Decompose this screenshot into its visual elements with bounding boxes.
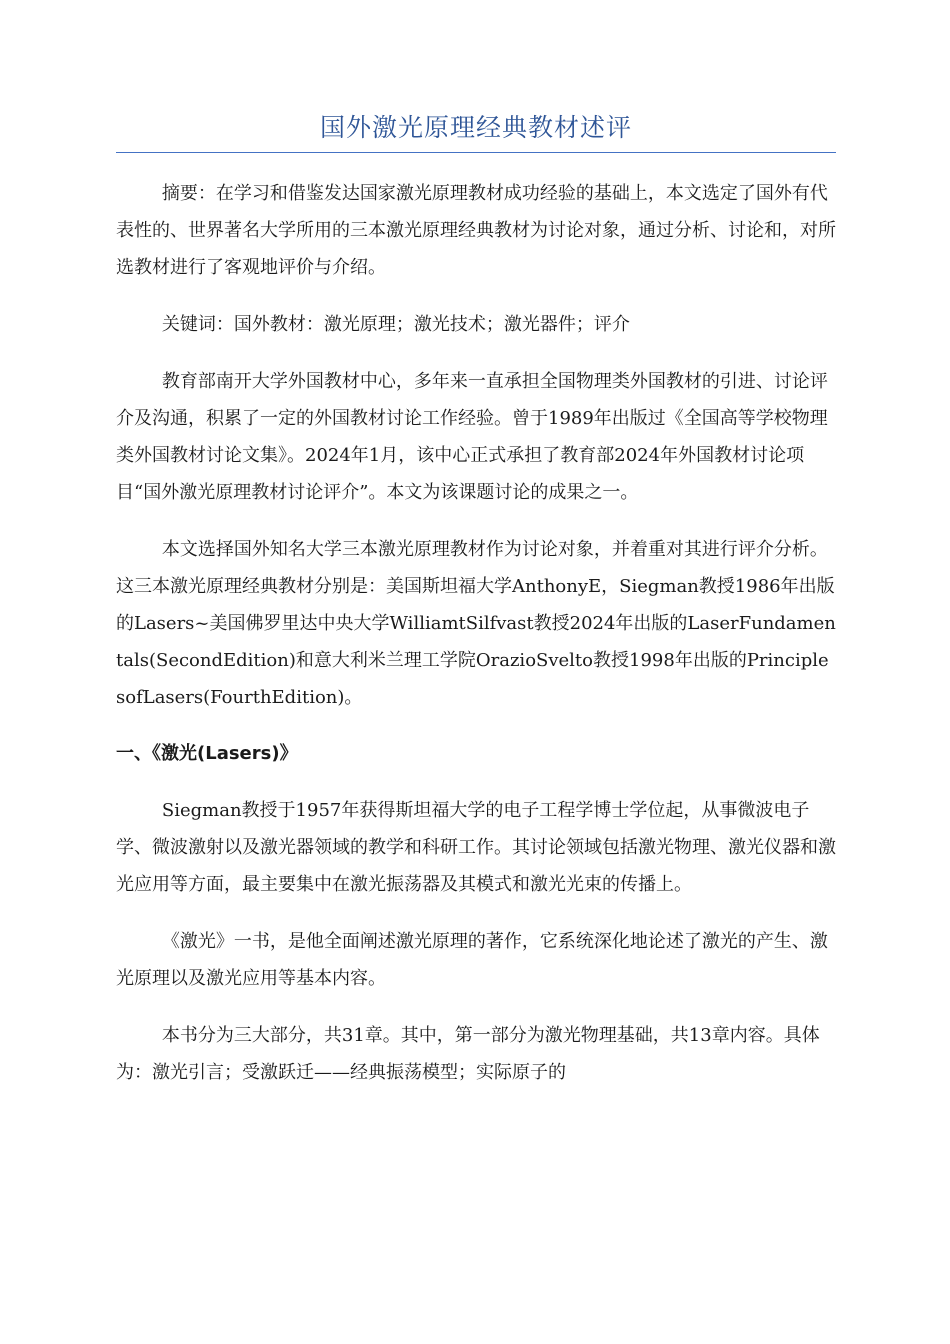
title-block <box>116 108 836 153</box>
intro-paragraph: 本文选择国外知名大学三本激光原理教材作为讨论对象，并着重对其进行评介分析。这三本激光原理经典教材分别是：美国斯坦福大学AnthonyE，Siegman教授1986年出版的Lasers~美国佛罗里达中央大学WilliamtSilfvast教授2024年出版的LaserFundamentals(SecondEdition)和意大利米兰理工学院OrazioSvelto教授1998年出版的PrinciplesofLasers(FourthEdition)。 <box>116 539 836 708</box>
document-page <box>116 108 836 1111</box>
body-paragraph: 《激光》一书，是他全面阐述激光原理的著作，它系统深化地论述了激光的产生、激光原理以及激光应用等基本内容。 <box>116 931 828 989</box>
document-title: 国外激光原理经典教材述评 <box>319 113 632 142</box>
body-paragraph: Siegman教授于1957年获得斯坦福大学的电子工程学博士学位起，从事微波电子学、微波激射以及激光器领域的教学和科研工作。其讨论领域包括激光物理、激光仪器和激光应用等方面，最主要集中在激光振荡器及其模式和激光光束的传播上。 <box>116 800 836 895</box>
section-heading: 一、《激光(Lasers)》 <box>116 743 298 764</box>
abstract-paragraph: 摘要：在学习和借鉴发达国家激光原理教材成功经验的基础上，本文选定了国外有代表性的、世界著名大学所用的三本激光原理经典教材为讨论对象，通过分析、讨论和，对所选教材进行了客观地评价与介绍。 <box>116 183 836 278</box>
body-paragraph: 本书分为三大部分，共31章。其中，第一部分为激光物理基础，共13章内容。具体为：激光引言；受激跃迁——经典振荡模型；实际原子的 <box>116 1025 820 1083</box>
keywords-paragraph: 关键词：国外教材：激光原理；激光技术；激光器件；评介 <box>161 314 630 335</box>
intro-paragraph: 教育部南开大学外国教材中心，多年来一直承担全国物理类外国教材的引进、讨论评介及沟通，积累了一定的外国教材讨论工作经验。曾于1989年出版过《全国高等学校物理类外国教材讨论文集》。2024年1月，该中心正式承担了教育部2024年外国教材讨论项目“国外激光原理教材讨论评介”。本文为该课题讨论的成果之一。 <box>116 371 828 503</box>
